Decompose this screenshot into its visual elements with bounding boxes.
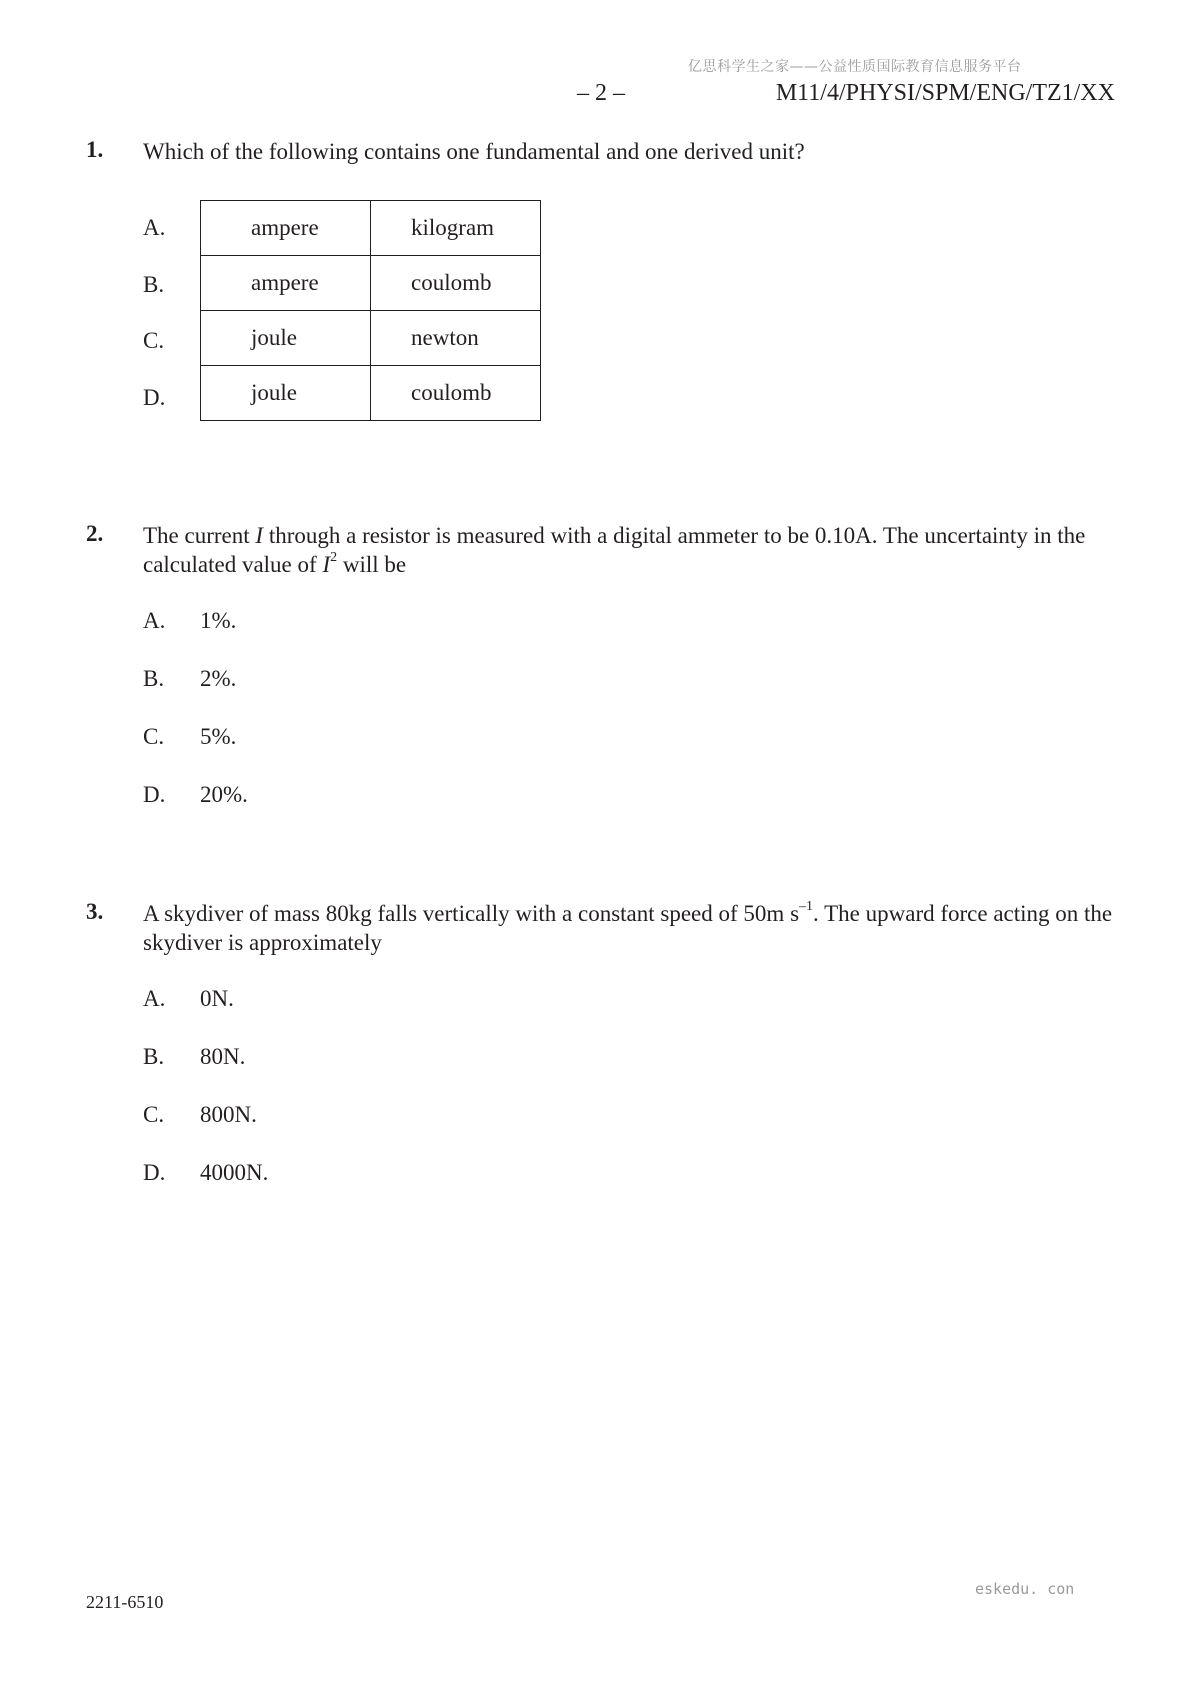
q3-option-letter: A. bbox=[143, 986, 166, 1011]
table-cell: joule bbox=[201, 366, 371, 421]
q2-option-text: 2%. bbox=[200, 666, 237, 691]
q2-option-text: 20%. bbox=[200, 782, 248, 807]
table-row bbox=[201, 311, 541, 366]
table-cell: kilogram bbox=[371, 201, 541, 256]
table-cell: ampere bbox=[201, 256, 371, 311]
table-row bbox=[201, 366, 541, 421]
q1-option-letter: D. bbox=[143, 385, 166, 410]
table-cell: newton bbox=[371, 311, 541, 366]
q1-option-letter: B. bbox=[143, 272, 165, 297]
q2-option-letter: A. bbox=[143, 608, 166, 633]
question-3-number: 3. bbox=[86, 899, 104, 924]
q2-option-text: 5%. bbox=[200, 724, 237, 749]
q3-option-letter: D. bbox=[143, 1160, 166, 1185]
page-number: – 2 – bbox=[577, 80, 625, 106]
table-row bbox=[201, 256, 541, 311]
q3-option-text: 0N. bbox=[200, 986, 234, 1011]
q3-option-text: 800N. bbox=[200, 1102, 257, 1127]
document-code: M11/4/PHYSI/SPM/ENG/TZ1/XX bbox=[775, 80, 1115, 106]
q3-option-letter: B. bbox=[143, 1044, 165, 1069]
question-1-number: 1. bbox=[86, 137, 104, 162]
q2-option-letter: D. bbox=[143, 782, 166, 807]
footer-watermark: eskedu. con bbox=[975, 1580, 1075, 1598]
question-2-number: 2. bbox=[86, 521, 104, 546]
q2-option-letter: C. bbox=[143, 724, 165, 749]
question-1-text: Which of the following contains one fundamental and one derived unit? bbox=[143, 139, 805, 164]
footer-code: 2211-6510 bbox=[86, 1592, 164, 1612]
table-cell: ampere bbox=[201, 201, 371, 256]
q3-option-text: 4000N. bbox=[200, 1160, 269, 1185]
q1-units-table bbox=[200, 200, 541, 421]
table-cell: joule bbox=[201, 311, 371, 366]
q3-option-text: 80N. bbox=[200, 1044, 246, 1069]
q2-option-letter: B. bbox=[143, 666, 165, 691]
table-row bbox=[201, 201, 541, 256]
question-3-text: A skydiver of mass 80kg falls vertically with a constant speed of 50m $s^{-1}$. The upward force acting on the skydiver is approximately bbox=[143, 899, 1113, 955]
question-2-text: The current I through a resistor is measured with a digital ammeter to be 0.10A. The uncertainty in the calculated value of $I^2$ will be bbox=[143, 523, 1086, 577]
table-cell: coulomb bbox=[371, 366, 541, 421]
q1-option-letter: C. bbox=[143, 328, 165, 353]
table-cell: coulomb bbox=[371, 256, 541, 311]
q1-option-letter: A. bbox=[143, 215, 166, 240]
header-watermark: 亿思科学生之家——公益性质国际教育信息服务平台 bbox=[688, 59, 1022, 75]
q2-option-text: 1%. bbox=[200, 608, 237, 633]
q3-option-letter: C. bbox=[143, 1102, 165, 1127]
